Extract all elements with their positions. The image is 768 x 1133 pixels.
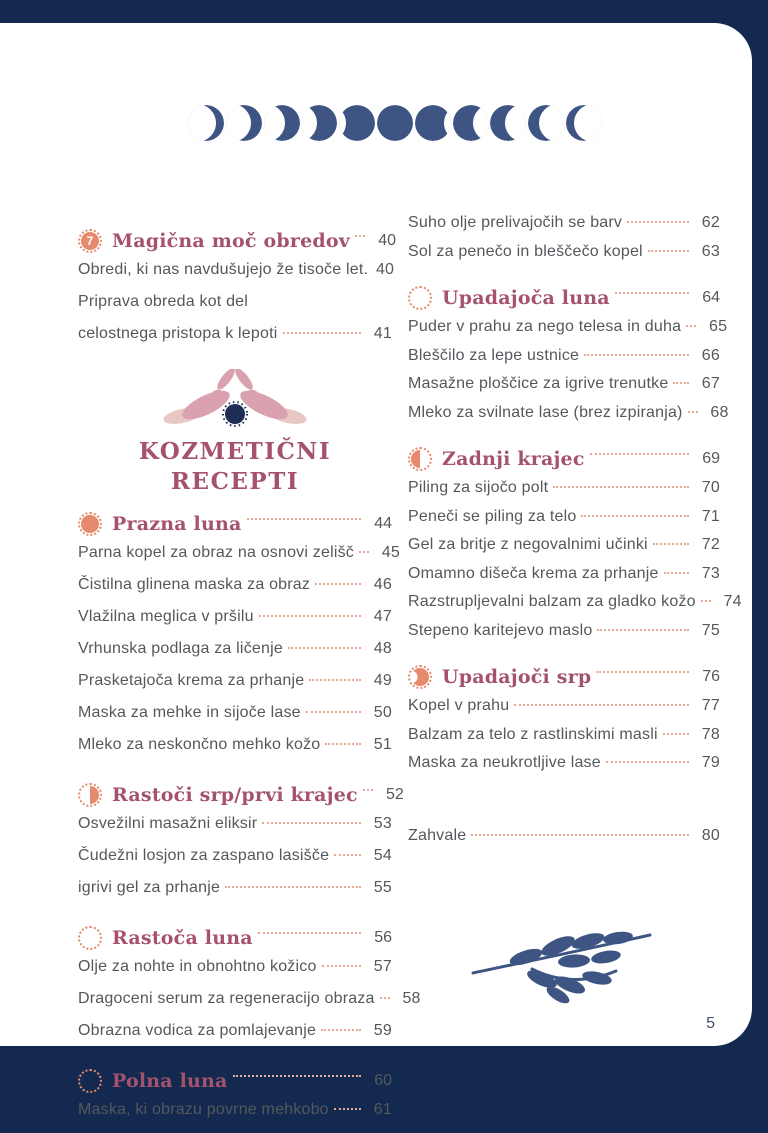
section-page-number: 64 [702,289,720,306]
entry-label: Maska za neukrotljive lase [408,754,601,771]
section-label: Zadnji krajec [442,448,585,470]
entry-label: celostnega pristopa k lepoti [78,325,278,342]
toc-section-heading [78,780,404,810]
dotted-leader [615,292,689,294]
dotted-leader [233,1075,361,1077]
chapter-title-line2: RECEPTI [170,468,300,495]
entry-page-number: 77 [701,697,720,714]
phase-icon-fill [411,450,429,468]
dotted-leader [325,743,361,745]
phase-icon-fill [81,515,99,533]
dotted-leader [322,965,361,967]
toc-column-left [78,214,421,1133]
section-title-block [78,369,392,497]
entry-label: Mleko za svilnate lase (brez izpiranja) [408,403,683,421]
entry-page-number: 46 [373,576,392,593]
entry-label: Gel za britje z negovalnimi učinki [408,536,648,553]
toc-entry [408,726,720,755]
toc-entry [78,1101,392,1133]
entry-label: Prasketajoča krema za prhanje [78,672,305,689]
dotted-leader [363,789,373,791]
toc-entry [408,697,720,726]
entry-page-number: 80 [701,826,720,844]
waning-crescent-thin-moon-icon [566,105,602,141]
section-page-number: 40 [378,232,396,249]
entry-page-number: 40 [375,261,395,278]
entry-label: Dragoceni serum za regeneracijo obraza [78,990,375,1007]
dotted-leader [359,551,369,553]
entry-label: Zahvale [408,826,467,844]
entry-page-number: 67 [701,375,720,392]
waning-crescent-moon-icon [408,665,432,689]
dotted-leader [553,486,689,488]
waning-moon-icon [408,286,432,310]
book-page [0,23,752,1118]
entry-page-number: 70 [701,479,720,496]
toc-section-heading [78,1066,392,1096]
toc-entry [408,565,720,594]
section-page-number: 52 [386,786,404,803]
entry-label: Vlažilna meglica v pršilu [78,608,254,625]
toc-entry [78,261,395,293]
entry-page-number: 57 [373,958,392,975]
waxing-quarter-moon-icon [301,105,337,141]
phase-icon-fill [81,929,99,947]
toc-section-heading [408,283,720,313]
entry-page-number: 63 [701,242,720,260]
full-moon-icon [377,105,413,141]
entry-label: Osvežilni masažni eliksir [78,815,258,832]
waxing-crescent-thick-moon-icon [264,105,300,141]
dotted-leader [596,671,689,673]
entry-page-number: 49 [373,672,392,689]
entry-page-number: 68 [710,403,729,421]
waning-quarter-moon-icon [453,105,489,141]
toc-section-heading [408,444,720,474]
entry-label: Suho olje prelivajočih se barv [408,214,623,231]
dotted-leader [597,629,689,631]
entry-label: Peneči se piling za telo [408,507,577,525]
moon-disc [377,105,413,141]
entry-label: Bleščilo za lepe ustnice [408,346,580,364]
waning-gibbous-moon-icon [415,105,451,141]
entry-label: Balzam za telo z rastlinskimi masli [408,725,658,743]
entry-label: Obrazna vodica za pomlajevanje [78,1022,317,1039]
toc-section-heading [78,923,392,953]
entry-label: Razstrupljevalni balzam za gladko kožo [408,593,696,610]
entry-page-number: 51 [373,736,392,753]
dotted-leader [225,886,361,888]
phase-icon-fill [81,1072,99,1090]
dotted-leader [686,325,696,327]
toc-entry [408,375,720,404]
toc-entry [78,640,392,672]
lotus-flower-icon [78,369,392,435]
toc-entry [408,536,720,565]
section-label: Upadajoča luna [442,287,610,309]
toc-entry [408,214,720,243]
dotted-leader [262,822,361,824]
moon-shadow-cut [574,105,602,141]
section-page-number: 76 [702,668,720,685]
section-label: Upadajoči srp [442,666,592,688]
toc-entry [78,815,392,847]
dotted-leader [321,1029,361,1031]
toc-entry [78,704,392,736]
dotted-leader [288,647,361,649]
phase-icon-fill: 7 [81,232,99,250]
chapter-title-line1: KOZMETIČNI [138,438,332,465]
entry-page-number: 74 [723,593,742,610]
entry-label: Čistilna glinena maska za obraz [78,576,311,593]
entry-label: Kopel v prahu [408,697,510,714]
section-label: Polna luna [112,1070,228,1092]
entry-page-number: 55 [373,879,392,896]
dotted-leader [247,518,362,520]
phase-icon-fill [81,786,99,804]
entry-label: Masažne ploščice za igrive trenutke [408,375,669,392]
waxing-crescent-thin-moon-icon [188,105,224,141]
entry-page-number: 45 [381,544,400,561]
entry-label: Čudežni losjon za zaspano lasišče [78,847,330,864]
dotted-leader [380,997,390,999]
toc-entry [78,879,392,911]
badge-number-7-icon [78,229,102,253]
dotted-leader [355,235,365,237]
toc-entry [408,403,729,433]
entry-page-number: 41 [373,325,392,342]
dotted-leader [590,453,689,455]
first-quarter-moon-icon [78,783,102,807]
toc-entry [78,1022,392,1054]
entry-page-number: 79 [701,754,720,771]
entry-label: Puder v prahu za nego telesa in duha [408,318,682,335]
entry-label: Maska, ki obrazu povrne mehkobo [78,1101,329,1118]
dotted-leader [306,711,361,713]
entry-label: Vrhunska podlaga za ličenje [78,640,283,657]
entry-label: Obredi, ki nas navdušujejo že tisoče let. [78,261,369,278]
dotted-leader [334,854,361,856]
branch-illustration [470,921,655,1011]
entry-label: Olje za nohte in obnohtno kožico [78,958,317,975]
entry-label: Omamno dišeča krema za prhanje [408,564,659,582]
entry-page-number: 47 [373,608,392,625]
moon-phases-banner [188,103,602,143]
toc-section-heading [78,226,396,256]
toc-entry [408,243,720,272]
toc-entry [78,847,392,879]
toc-entry [78,325,392,357]
waxing-gibbous-moon-icon [339,105,375,141]
toc-entry [408,622,720,651]
entry-page-number: 58 [402,990,421,1007]
entry-page-number: 75 [701,621,720,639]
entry-page-number: 50 [373,704,392,721]
entry-label: igrivi gel za prhanje [78,879,221,896]
section-label: Magična moč obredov [112,230,350,252]
entry-label: Maska za mehke in sijoče lase [78,704,301,721]
page-number: 5 [706,1015,715,1032]
toc-entry [408,508,720,537]
waxing-moon-icon [78,926,102,950]
dotted-leader [648,250,689,252]
toc-entry [78,608,392,640]
entry-label: Priprava obreda kot del [78,293,249,310]
toc-entry [78,293,392,325]
toc-column-right [408,214,742,855]
entry-label: Parna kopel za obraz na osnovi zelišč [78,544,354,561]
dotted-leader [315,583,361,585]
dotted-leader [701,600,711,602]
entry-page-number: 62 [701,214,720,231]
entry-page-number: 71 [701,507,720,525]
moon-shadow-cut [539,105,564,141]
entry-page-number: 66 [701,346,720,364]
toc-entry [408,593,742,622]
waxing-crescent-moon-icon [226,105,262,141]
toc-entry [408,827,720,856]
dotted-leader [309,679,361,681]
entry-page-number: 72 [701,536,720,553]
toc-entry [408,754,720,783]
toc-entry [78,576,392,608]
toc-entry [78,544,400,576]
dotted-leader [663,733,689,735]
section-label: Prazna luna [112,513,242,535]
toc-entry [78,990,421,1022]
new-moon-icon [78,512,102,536]
dotted-leader [258,932,361,934]
dotted-leader [627,221,689,223]
entry-page-number: 65 [708,318,728,335]
phase-icon-fill [411,668,429,686]
entry-label: Mleko za neskončno mehko kožo [78,736,321,753]
dotted-leader [688,411,698,413]
entry-label: Stepeno karitejevo maslo [408,621,593,639]
dotted-leader [471,834,689,836]
dotted-leader [283,332,362,334]
waning-crescent-moon-icon [528,105,564,141]
entry-page-number: 53 [373,815,392,832]
section-page-number: 69 [702,450,720,467]
dotted-leader [664,572,689,574]
section-page-number: 44 [374,515,392,532]
dotted-leader [606,761,689,763]
section-page-number: 60 [374,1072,392,1089]
toc-entry [78,672,392,704]
dotted-leader [653,543,689,545]
section-label: Rastoči srp/prvi krajec [112,784,358,806]
last-quarter-moon-icon [408,447,432,471]
toc-entry [408,479,720,508]
entry-page-number: 48 [373,640,392,657]
toc-section-heading [408,662,720,692]
entry-page-number: 54 [373,847,392,864]
dotted-leader [673,382,689,384]
entry-page-number: 73 [701,564,720,582]
full-moon-icon [78,1069,102,1093]
dotted-leader [514,704,689,706]
toc-section-heading [78,509,392,539]
dotted-leader [259,615,361,617]
toc-entry [78,958,392,990]
entry-page-number: 59 [373,1022,392,1039]
section-label: Rastoča luna [112,927,253,949]
dotted-leader [334,1108,361,1110]
dotted-leader [581,515,689,517]
entry-page-number: 78 [701,725,720,743]
entry-label: Sol za penečo in bleščečo kopel [408,242,643,260]
waning-crescent-thick-moon-icon [490,105,526,141]
phase-icon-fill [411,289,429,307]
entry-label: Piling za sijočo polt [408,479,549,496]
dotted-leader [584,354,689,356]
toc-entry [408,318,728,347]
entry-page-number: 61 [373,1101,392,1118]
toc-entry [408,347,720,376]
section-page-number: 56 [374,929,392,946]
toc-entry [78,736,392,768]
